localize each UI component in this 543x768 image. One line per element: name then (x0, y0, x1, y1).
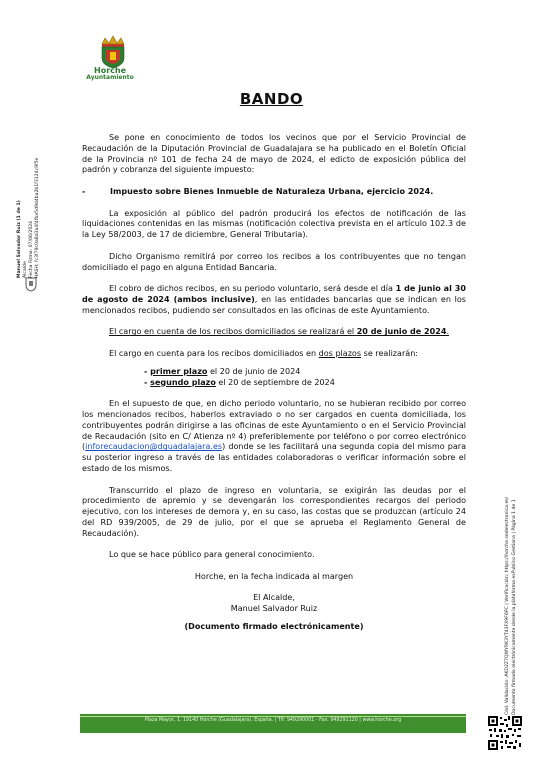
installment-first-label: primer plazo (150, 366, 208, 376)
paragraph-intro: Se pone en conocimiento de todos los vecinos que por el Servicio Provincial de Recaudación de la Diputación Provincial de Guadalajara se ha publicado en el Boletín Oficial de la Provincia nº 101 de fecha 24 de mayo de 2024, el edicto de exposición pública del padrón y cobranza del siguiente impuesto: (82, 133, 466, 175)
signature-date: Fecha Firma: 07/06/2024 (29, 220, 34, 278)
qr-code-icon[interactable] (487, 715, 523, 751)
installment-second-label: segundo plazo (150, 377, 216, 387)
direct-debit-text-c: . (446, 327, 450, 337)
lost-receipts-text-a: En el supuesto de que, en dicho periodo voluntario, no se hubieran recibido por correo los mencionados recibos, haberlos extraviado o no ser cargados en cuenta domiciliada, los contribuyentes podrán dirigirse a las oficinas de este Ayuntamiento o en el Servicio Provincial de Recaudación (sito en C/ Atienza nº 4) preferiblemente por teléfono o por correo electrónico ( (82, 399, 466, 452)
logo-subtitle: Ayuntamiento (86, 74, 134, 81)
place-date: Horche, en la fecha indicada al margen (194, 571, 354, 581)
paragraph-closing: Lo que se hace público para general conocimiento. (109, 550, 315, 560)
installment-second (82, 378, 466, 389)
paragraph-enforcement: Transcurrido el plazo de ingreso en voluntaria, se exigirán las deudas por el procedimiento de apremio y se devengarán los correspondientes recargos del periodo ejecutivo, con los intereses de demora y, en su caso, las costas que se produzcan (artículo 24 del RD 939/2005, de 29 de julio, por el que se aprueba el Reglamento General de Recaudación). (82, 485, 466, 538)
signature-role: El Alcalde, (253, 593, 295, 603)
payment-period-dates: 1 de junio al 30 de agosto de 2024 (ambos inclusive) (82, 284, 466, 304)
validation-code: Cód. Validación: AKD2Z7QWYRK3YT43FX9F6PC | Verificación: https://horche.sedelectronica.es/ (505, 496, 510, 715)
signature-hash: HASH: fc3f79c0a8d3a4f4fbe5d9d4ba2b1f3124c9f5e (35, 157, 40, 278)
paragraph-payment-period (82, 284, 466, 316)
payment-period-text-c: , en las entidades bancarias que se indican en los mencionados recibos, pudiendo ser consultados en las oficinas de este Ayuntamiento. (82, 294, 466, 315)
logo-name: Horche (94, 66, 126, 75)
paragraph-notification: La exposición al público del padrón producirá los efectos de notificación de las liquidaciones contenidas en las mismas (notificación colectiva prevista en el artículo 102.3 de la Ley 58/2003, de 17 de diciembre, General Tributaria). (82, 208, 466, 240)
signature-name: Manuel Salvador Ruiz (230, 604, 318, 614)
installment-first-dash: - (144, 366, 151, 376)
signature-note: (Documento firmado electrónicamente) (184, 622, 364, 632)
installments-text-c: se realizarán: (361, 348, 419, 358)
direct-debit-text-a: El cargo en cuenta de los recibos domiciliados se realizará el (109, 327, 357, 337)
item-dash: - (82, 186, 86, 196)
platform-note: Documento firmado electrónicamente desde la plataforma esPublico Gestiona | Página 1 de 1 (512, 499, 517, 715)
installment-second-dash: - (144, 377, 151, 387)
footer-divider (80, 716, 466, 717)
tax-item (82, 187, 466, 198)
installments-two: dos plazos (318, 348, 362, 358)
paragraph-mail: Dicho Organismo remitirá por correo los recibos a los contribuyentes que no tengan domiciliado el pago en alguna Entidad Bancaria. (82, 251, 466, 272)
tax-item-text: Impuesto sobre Bienes Inmueble de Naturaleza Urbana, ejercicio 2024. (110, 186, 434, 196)
installment-first-date: el 20 de junio de 2024 (207, 366, 301, 376)
document-title: BANDO (239, 90, 304, 108)
direct-debit-date: 20 de junio de 2024 (356, 327, 447, 337)
email-link[interactable]: inforecaudacion@dguadalajara.es (85, 442, 223, 452)
seal-icon (22, 275, 40, 293)
signature-margin (17, 157, 47, 280)
installment-first (82, 367, 466, 378)
lost-receipts-text-b: ) donde se les facilitará una segunda copia del mismo para su posterior ingreso a través de las entidades colaboradoras o verificar información sobre el estado de los mismos. (82, 442, 466, 473)
footer-contact: Plaza Mayor, 1. 19140 Horche (Guadalajara). España. | Tlf: 949290001 - Fax: 949291120 | www.horche.org (144, 718, 402, 723)
paragraph-installments (82, 349, 466, 360)
payment-period-text-a: El cobro de dichos recibos, en su periodo voluntario, será desde el día (109, 284, 396, 294)
validation-margin (505, 470, 525, 730)
coat-of-arms-logo (88, 34, 138, 90)
signer-name: Manuel Salvador Ruiz (1 de 1) (17, 200, 22, 278)
document-body (82, 133, 466, 633)
signer-role: Alcalde (23, 261, 28, 278)
paragraph-direct-debit (82, 327, 466, 338)
installment-second-date: el 20 de septiembre de 2024 (215, 377, 335, 387)
installments-text-a: El cargo en cuenta para los recibos domiciliados en (109, 348, 319, 358)
paragraph-lost-receipts (82, 399, 466, 475)
